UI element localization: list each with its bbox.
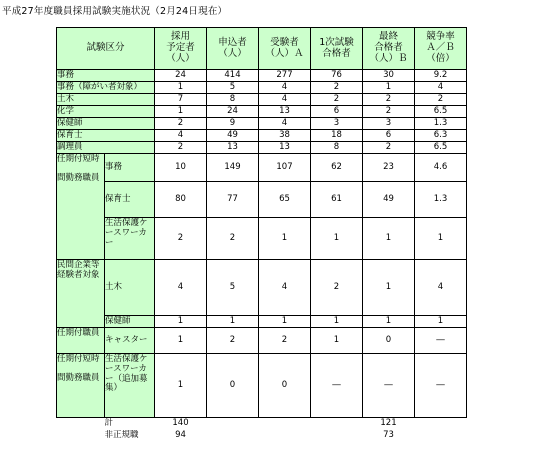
header-final-pass: 最終 合格者 （人）Ｂ xyxy=(363,28,415,70)
total-planned: 140 xyxy=(172,417,189,428)
cell-applicants: 149 xyxy=(207,154,259,182)
cell-planned: 80 xyxy=(155,182,207,218)
table-row xyxy=(57,182,467,218)
cell-applicants: 1 xyxy=(207,316,259,328)
cell-ratio: ― xyxy=(415,328,467,354)
cell-planned: 1 xyxy=(155,328,207,354)
table-row xyxy=(57,82,467,94)
group-label-fixed-term-2: 任期付短時 間勤務職員 xyxy=(57,354,105,418)
table-row xyxy=(57,328,467,354)
cell-planned: 7 xyxy=(155,94,207,106)
cell-final-pass: 1 xyxy=(363,260,415,316)
cell-applicants: 9 xyxy=(207,118,259,130)
cell-examinees: 38 xyxy=(259,130,311,142)
table-row xyxy=(57,316,467,328)
cell-first-pass: 2 xyxy=(311,82,363,94)
cell-applicants: 2 xyxy=(207,328,259,354)
row-label: 化学 xyxy=(57,106,155,118)
cell-first-pass: ― xyxy=(311,354,363,418)
cell-ratio: 1.3 xyxy=(415,182,467,218)
cell-planned: 4 xyxy=(155,260,207,316)
cell-first-pass: 2 xyxy=(311,260,363,316)
header-first-pass: 1次試験 合格者 xyxy=(311,28,363,70)
cell-ratio: 6.3 xyxy=(415,130,467,142)
cell-applicants: 0 xyxy=(207,354,259,418)
cell-examinees: 13 xyxy=(259,142,311,154)
cell-examinees: 4 xyxy=(259,82,311,94)
cell-first-pass: 2 xyxy=(311,94,363,106)
cell-examinees: 1 xyxy=(259,218,311,260)
cell-final-pass: 49 xyxy=(363,182,415,218)
cell-ratio: 6.5 xyxy=(415,142,467,154)
row-label: 事務 xyxy=(105,154,155,182)
cell-planned: 1 xyxy=(155,316,207,328)
cell-planned: 4 xyxy=(155,130,207,142)
cell-examinees: 0 xyxy=(259,354,311,418)
cell-planned: 1 xyxy=(155,106,207,118)
cell-first-pass: 3 xyxy=(311,118,363,130)
cell-first-pass: 8 xyxy=(311,142,363,154)
total-final: 73 xyxy=(383,429,394,440)
cell-planned: 2 xyxy=(155,118,207,130)
cell-planned: 1 xyxy=(155,354,207,418)
total-row xyxy=(57,418,467,430)
cell-ratio: 9.2 xyxy=(415,70,467,82)
cell-ratio: ― xyxy=(415,354,467,418)
cell-first-pass: 61 xyxy=(311,182,363,218)
table-row xyxy=(57,218,467,260)
group-label-private: 民間企業等 経験者対象 xyxy=(57,260,105,328)
cell-planned: 1 xyxy=(155,82,207,94)
cell-applicants: 24 xyxy=(207,106,259,118)
cell-applicants: 8 xyxy=(207,94,259,106)
cell-planned: 10 xyxy=(155,154,207,182)
cell-examinees: 65 xyxy=(259,182,311,218)
cell-final-pass: 23 xyxy=(363,154,415,182)
header-category: 試験区分 xyxy=(57,28,155,70)
total-planned: 94 xyxy=(175,429,186,440)
cell-first-pass: 1 xyxy=(311,316,363,328)
row-label: 保育士 xyxy=(105,182,155,218)
total-label: 非正規職 xyxy=(104,429,139,440)
cell-examinees: 4 xyxy=(259,94,311,106)
header-planned: 採用 予定者 （人） xyxy=(155,28,207,70)
cell-ratio: 1 xyxy=(415,316,467,328)
cell-applicants: 13 xyxy=(207,142,259,154)
table-row xyxy=(57,354,467,418)
cell-planned: 24 xyxy=(155,70,207,82)
cell-first-pass: 1 xyxy=(311,218,363,260)
table-row xyxy=(57,154,467,182)
row-label: 事務（障がい者対象） xyxy=(57,82,155,94)
group-label-fixed-term: 任期付短時 間勤務職員 xyxy=(57,154,105,260)
cell-first-pass: 6 xyxy=(311,106,363,118)
cell-first-pass: 1 xyxy=(311,328,363,354)
cell-first-pass: 18 xyxy=(311,130,363,142)
cell-applicants: 5 xyxy=(207,82,259,94)
cell-ratio: 6.5 xyxy=(415,106,467,118)
total-row xyxy=(57,430,467,442)
table-row xyxy=(57,142,467,154)
cell-ratio: 1 xyxy=(415,218,467,260)
hiring-status-table xyxy=(56,27,467,442)
cell-final-pass: 1 xyxy=(363,316,415,328)
cell-final-pass: 3 xyxy=(363,118,415,130)
group-label-fixed-general: 任期付職員 xyxy=(57,328,105,354)
cell-applicants: 414 xyxy=(207,70,259,82)
cell-ratio: 1.3 xyxy=(415,118,467,130)
cell-examinees: 107 xyxy=(259,154,311,182)
header-ratio: 競争率 Ａ／Ｂ （倍） xyxy=(415,28,467,70)
cell-first-pass: 76 xyxy=(311,70,363,82)
cell-examinees: 13 xyxy=(259,106,311,118)
row-label: 事務 xyxy=(57,70,155,82)
header-examinees: 受験者 （人）Ａ xyxy=(259,28,311,70)
cell-applicants: 2 xyxy=(207,218,259,260)
table-row xyxy=(57,94,467,106)
row-label: 保健師 xyxy=(57,118,155,130)
cell-final-pass: 6 xyxy=(363,130,415,142)
cell-examinees: 2 xyxy=(259,328,311,354)
cell-applicants: 49 xyxy=(207,130,259,142)
cell-applicants: 5 xyxy=(207,260,259,316)
cell-final-pass: 30 xyxy=(363,70,415,82)
cell-final-pass: 0 xyxy=(363,328,415,354)
cell-examinees: 4 xyxy=(259,118,311,130)
cell-final-pass: 1 xyxy=(363,82,415,94)
cell-ratio: 4 xyxy=(415,260,467,316)
cell-final-pass: ― xyxy=(363,354,415,418)
cell-examinees: 4 xyxy=(259,260,311,316)
total-label: 計 xyxy=(104,417,114,428)
table-row xyxy=(57,260,467,316)
row-label: 土木 xyxy=(57,94,155,106)
cell-ratio: 4.6 xyxy=(415,154,467,182)
row-label: 土木 xyxy=(105,260,155,316)
table-row xyxy=(57,130,467,142)
row-label: 調理員 xyxy=(57,142,155,154)
page-title: 平成27年度職員採用試験実施状況（2月24日現在） xyxy=(2,6,228,17)
cell-final-pass: 1 xyxy=(363,218,415,260)
cell-ratio: 2 xyxy=(415,94,467,106)
cell-final-pass: 2 xyxy=(363,142,415,154)
table-row xyxy=(57,118,467,130)
row-label: キャスター xyxy=(105,328,155,354)
row-label: 保育士 xyxy=(57,130,155,142)
row-label: 生活保護ケースワーカー xyxy=(105,218,155,260)
cell-applicants: 77 xyxy=(207,182,259,218)
header-row xyxy=(57,28,467,70)
cell-final-pass: 2 xyxy=(363,94,415,106)
cell-examinees: 1 xyxy=(259,316,311,328)
cell-planned: 2 xyxy=(155,142,207,154)
cell-examinees: 277 xyxy=(259,70,311,82)
total-final: 121 xyxy=(380,417,397,428)
table-row xyxy=(57,70,467,82)
table-row xyxy=(57,106,467,118)
cell-first-pass: 62 xyxy=(311,154,363,182)
cell-final-pass: 2 xyxy=(363,106,415,118)
cell-ratio: 4 xyxy=(415,82,467,94)
cell-planned: 2 xyxy=(155,218,207,260)
header-applicants: 申込者 （人） xyxy=(207,28,259,70)
row-label: 生活保護ケースワーカー（追加募集） xyxy=(105,354,155,418)
row-label: 保健師 xyxy=(105,316,155,328)
